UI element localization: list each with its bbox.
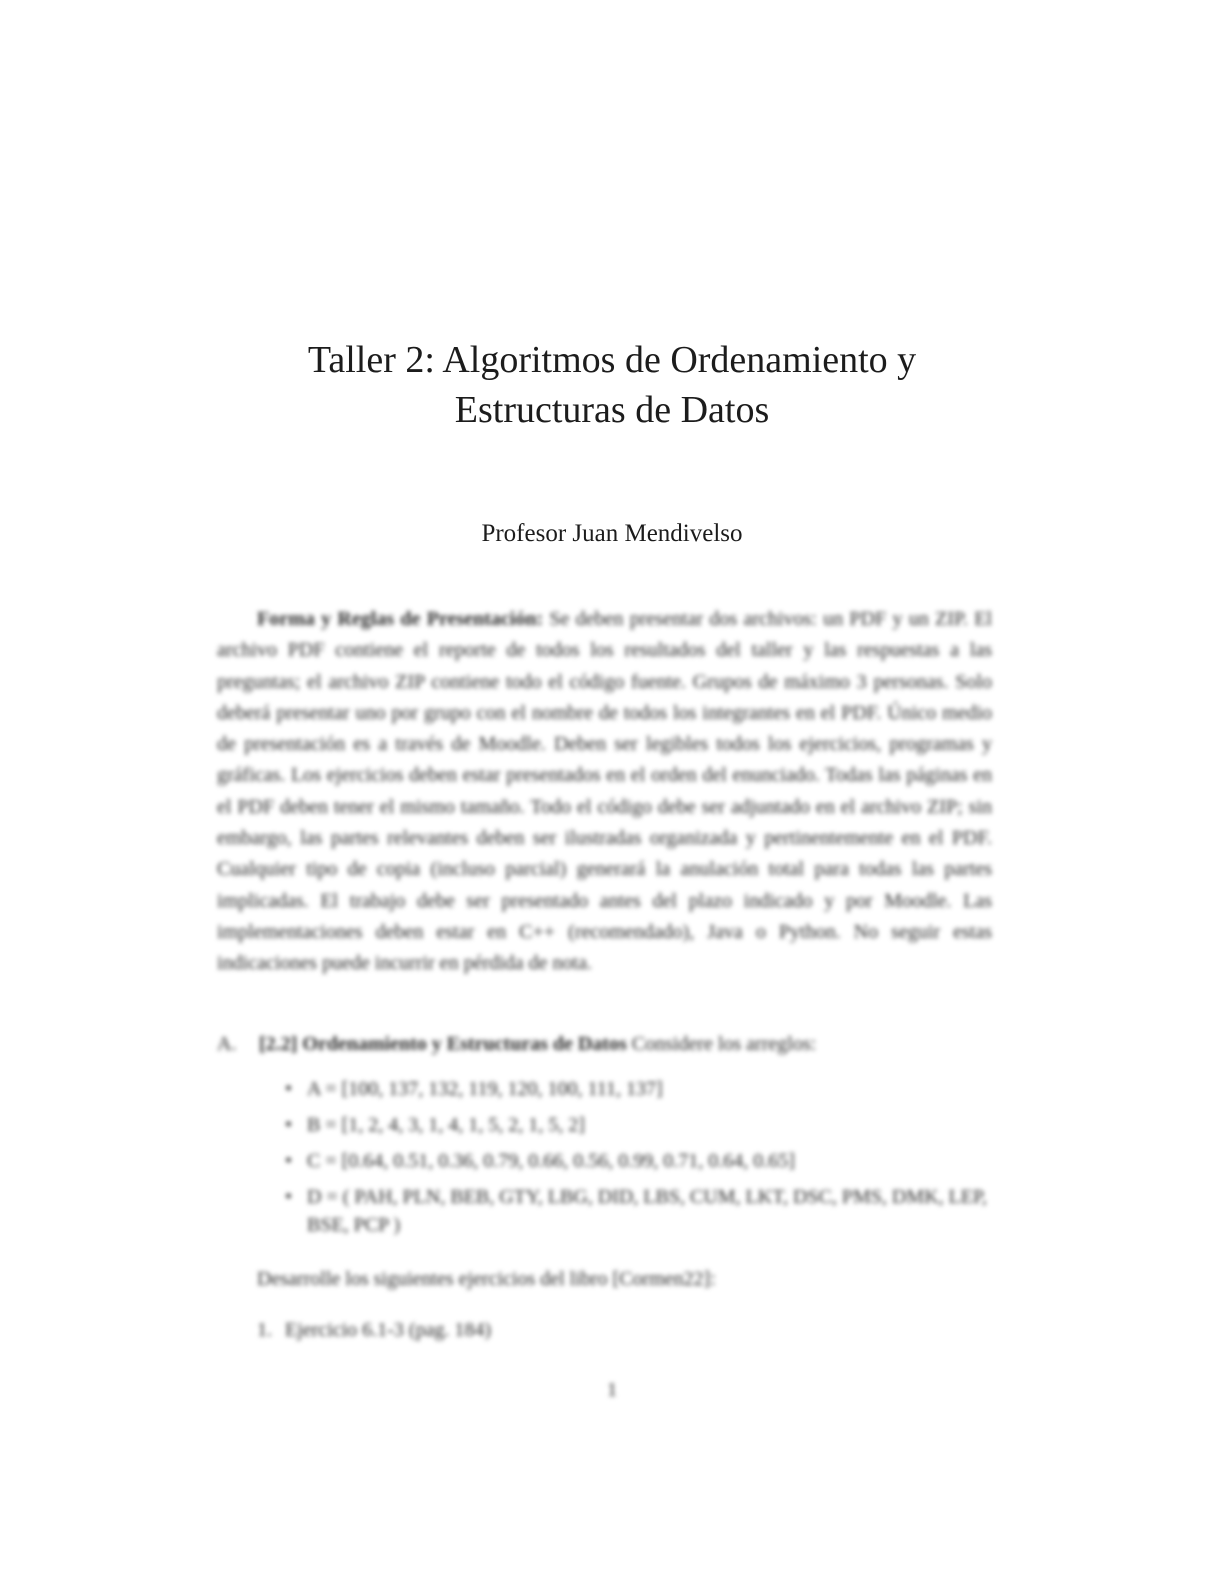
develop-instruction: Desarrolle los siguientes ejercicios del libro [Cormen22]: bbox=[257, 1268, 716, 1290]
title-line-1: Taller 2: Algoritmos de Ordenamiento y bbox=[307, 339, 917, 381]
array-d: D = ( PAH, PLN, BEB, GTY, LBG, DID, LBS, CUM, LKT, DSC, PMS, DMK, LEP, BSE, PCP ) bbox=[307, 1186, 987, 1236]
list-item bbox=[285, 1147, 995, 1175]
array-b: B = [1, 2, 4, 3, 1, 4, 1, 5, 2, 1, 5, 2] bbox=[307, 1114, 585, 1136]
section-a-heading-line bbox=[217, 1029, 1007, 1059]
presentation-rules-heading: Forma y Reglas de Presentación: bbox=[257, 608, 543, 630]
list-item bbox=[285, 1075, 995, 1103]
page-number: 1 bbox=[607, 1379, 617, 1401]
array-a: A = [100, 137, 132, 119, 120, 100, 111, 137] bbox=[307, 1078, 663, 1100]
document-title bbox=[0, 335, 1224, 435]
list-item bbox=[285, 1111, 995, 1139]
presentation-rules-paragraph bbox=[217, 604, 992, 1012]
exercise-text: Ejercicio 6.1-3 (pag. 184) bbox=[285, 1319, 492, 1341]
title-line-2: Estructuras de Datos bbox=[454, 389, 770, 431]
presentation-rules-body: Se deben presentar dos archivos: un PDF y un ZIP. El archivo PDF contiene el reporte de todos los resultados del taller y las respuestas a las preguntas; el archivo ZIP contiene todo el código fuente. Grupos de máximo 3 personas. Solo deberá presentar uno por grupo con el nombre de todos los integrantes en el PDF. Único medio de presentación es a través de Moodle. Deben ser legibles todos los ejercicios, programas y gráficas. Los ejercicios deben estar presentados en el orden del enunciado. Todas las páginas en el PDF deben tener el mismo tamaño. Todo el código debe ser adjuntado en el archivo ZIP; sin embargo, las partes relevantes deben ser ilustradas organizada y pertinentemente en el PDF. Cualquier tipo de copia (incluso parcial) generará la anulación total para todas las partes implicadas. El trabajo debe ser presentado antes del plazo indicado y por Moodle. Las implementaciones deben estar en C++ (recomendado), Java o Python. No seguir estas indicaciones puede incurrir en pérdida de nota. bbox=[217, 608, 992, 975]
list-item bbox=[285, 1183, 995, 1241]
bullet-icon: • bbox=[285, 1186, 293, 1208]
bullet-icon: • bbox=[285, 1114, 293, 1136]
arrays-list bbox=[285, 1075, 995, 1249]
section-a-heading: [2.2] Ordenamiento y Estructuras de Datos bbox=[259, 1033, 627, 1055]
document-author: Profesor Juan Mendivelso bbox=[481, 520, 743, 547]
array-c: C = [0.64, 0.51, 0.36, 0.79, 0.66, 0.56, 0.99, 0.71, 0.64, 0.65] bbox=[307, 1150, 795, 1172]
exercise-number: 1. bbox=[257, 1319, 272, 1341]
section-a-letter: A. bbox=[217, 1033, 237, 1055]
bullet-icon: • bbox=[285, 1078, 293, 1100]
section-a-text: Considere los arreglos: bbox=[631, 1033, 817, 1055]
exercise-item bbox=[257, 1316, 957, 1344]
bullet-icon: • bbox=[285, 1150, 293, 1172]
